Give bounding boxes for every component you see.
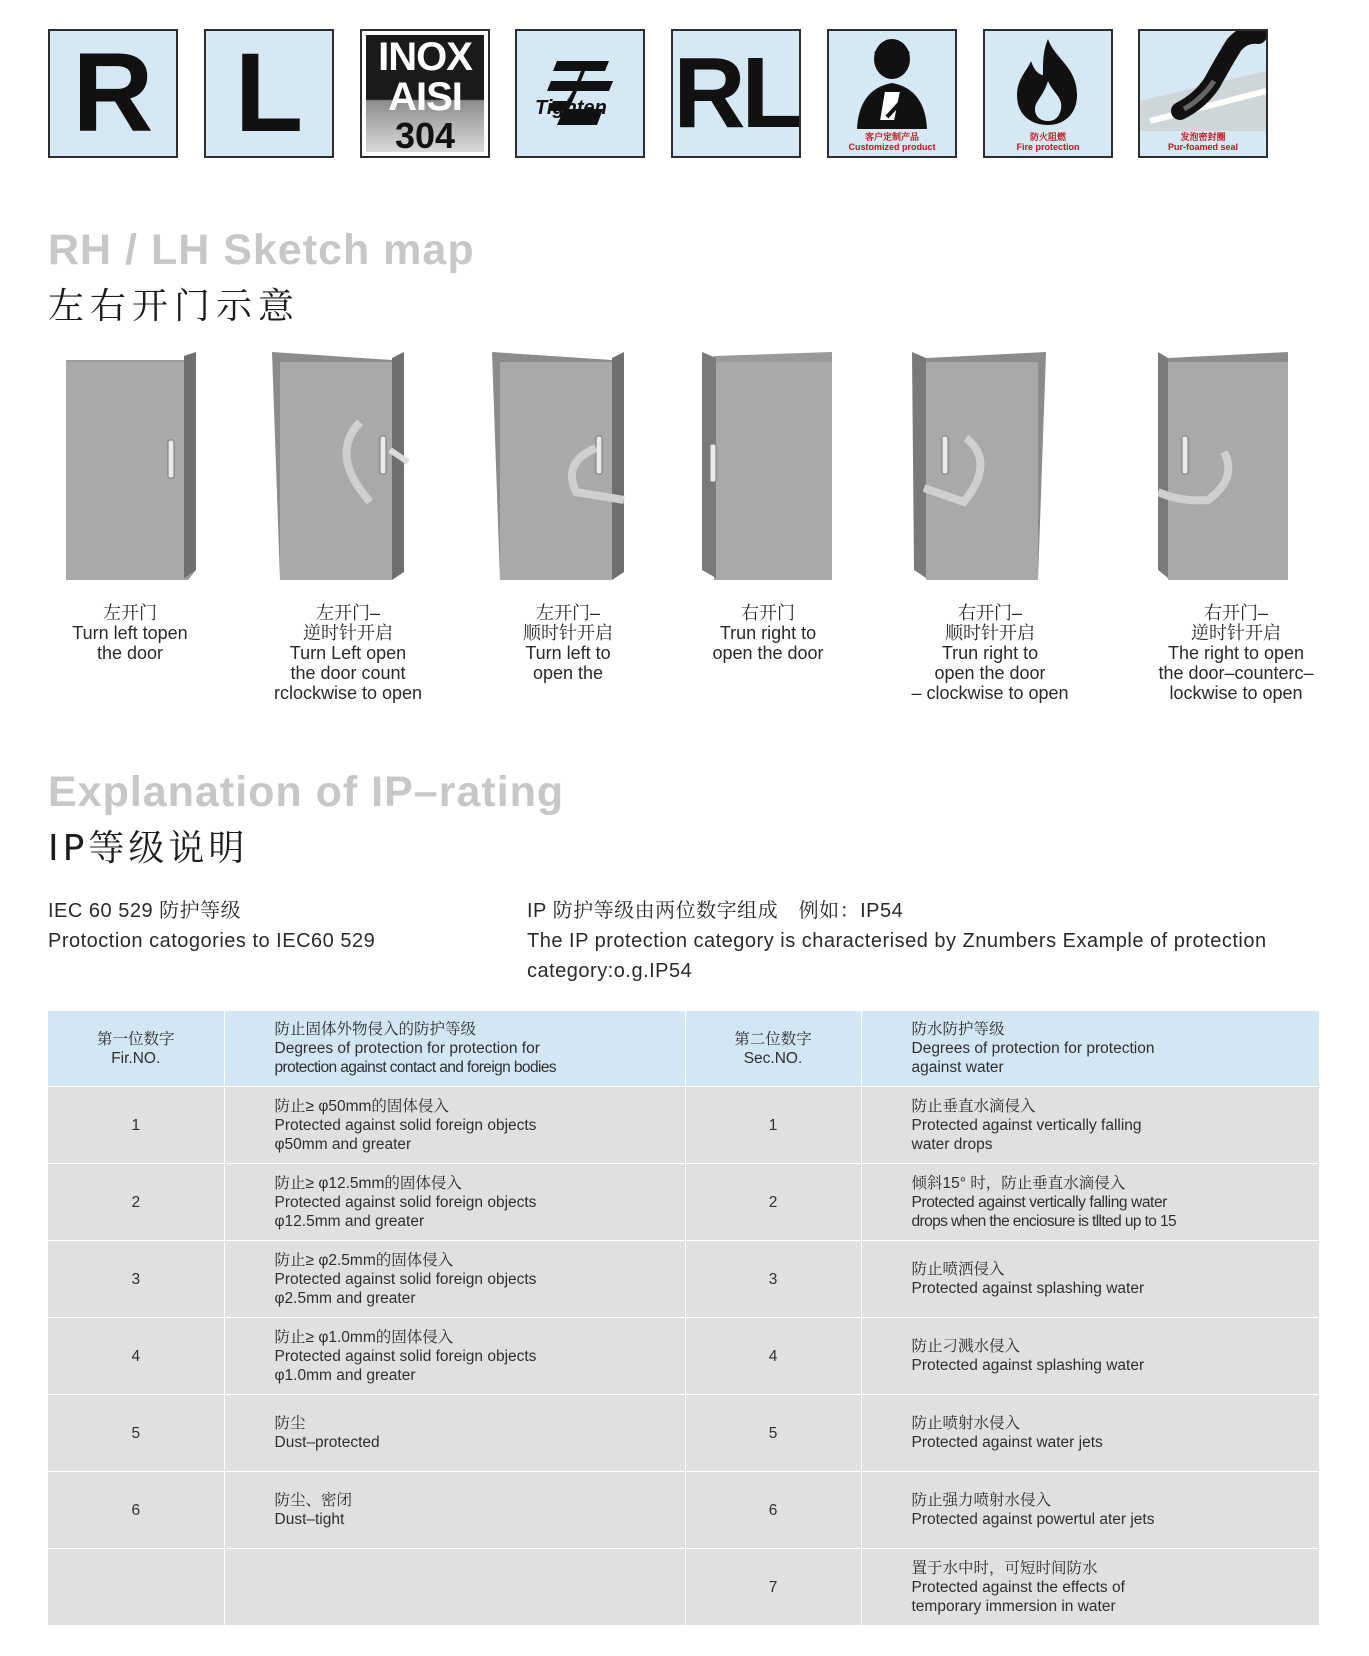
header-text: 第一位数字 bbox=[96, 1030, 175, 1048]
cabinet-right-open-counterclockwise bbox=[1158, 352, 1338, 584]
cell-line: 防止≥ φ50mm的固体侵入 bbox=[274, 1097, 449, 1115]
cell-line: Protected against solid foreign objects bbox=[274, 1116, 537, 1134]
cell-line: Protected against powertul ater jets bbox=[911, 1511, 1155, 1528]
ip-rating-title-cn: IP等级说明 bbox=[48, 828, 249, 869]
cabinet-right-open-clockwise bbox=[912, 352, 1092, 584]
solid-protection-cell bbox=[224, 1395, 685, 1472]
caption-line: 逆时针开启 bbox=[1191, 623, 1281, 643]
caption-line: the door–counterc– bbox=[1158, 663, 1314, 683]
water-protection-cell bbox=[861, 1395, 1319, 1472]
caption-line: Trun right to bbox=[719, 623, 817, 643]
table-row bbox=[48, 1164, 1319, 1241]
cell-line: 防止刁溅水侵入 bbox=[911, 1338, 1021, 1355]
cell-line: Protected against solid foreign objects bbox=[274, 1193, 537, 1211]
cabinet-drawing-icon bbox=[1158, 352, 1338, 584]
cell-line: Protected against solid foreign objects bbox=[274, 1347, 537, 1365]
cabinet-caption bbox=[870, 603, 1110, 703]
engineer-person-icon bbox=[829, 31, 955, 131]
cabinet-caption bbox=[648, 603, 888, 663]
caption-line: Trun right to bbox=[941, 643, 1039, 663]
header-first-digit bbox=[48, 1011, 224, 1087]
rl-badge-icon bbox=[671, 29, 801, 158]
second-digit-cell: 2 bbox=[685, 1164, 861, 1241]
caption-line: 左开门 bbox=[103, 603, 157, 623]
header-text: protection against contact and foreign bodies bbox=[274, 1059, 556, 1076]
cabinet-drawing-icon bbox=[912, 352, 1092, 584]
caption-line: 顺时针开启 bbox=[523, 623, 613, 643]
cell-line: 防止≥ φ1.0mm的固体侵入 bbox=[274, 1328, 454, 1346]
seal-caption-en: Pur-foamed seal bbox=[1167, 142, 1239, 152]
sketch-map-title-cn: 左右开门示意 bbox=[48, 286, 301, 327]
ip-explain-line-en: The IP protection category is characterised by Znumbers Example of protection bbox=[527, 930, 1267, 952]
water-protection-cell bbox=[861, 1472, 1319, 1549]
tighten-text: Tighten bbox=[535, 97, 607, 119]
second-digit-cell: 1 bbox=[685, 1087, 861, 1164]
table-row bbox=[48, 1549, 1319, 1626]
cell-line: 倾斜15° 时，防止垂直水滴侵入 bbox=[911, 1174, 1126, 1192]
l-badge-icon bbox=[204, 29, 334, 158]
cell-line: Protected against the effects of bbox=[911, 1578, 1125, 1596]
inox-aisi-304-badge-icon bbox=[360, 29, 490, 158]
cell-line: 防止≥ φ2.5mm的固体侵入 bbox=[274, 1251, 454, 1269]
cell-line: 置于水中时，可短时间防水 bbox=[911, 1559, 1098, 1577]
cell-line: φ1.0mm and greater bbox=[274, 1366, 416, 1384]
caption-line: 左开门– bbox=[315, 603, 380, 623]
second-digit-cell: 7 bbox=[685, 1549, 861, 1626]
header-text: against water bbox=[911, 1059, 1004, 1076]
cell-line: temporary immersion in water bbox=[911, 1597, 1116, 1615]
cell-line: Protected against solid foreign objects bbox=[274, 1270, 537, 1288]
cell-line: 防尘 bbox=[274, 1415, 306, 1432]
caption-line: 逆时针开启 bbox=[303, 623, 393, 643]
caption-line: Turn left to bbox=[525, 643, 611, 663]
customized-product-icon bbox=[827, 29, 957, 158]
first-digit-cell: 6 bbox=[48, 1472, 224, 1549]
cell-line: 防止喷洒侵入 bbox=[911, 1261, 1005, 1278]
water-protection-cell bbox=[861, 1318, 1319, 1395]
cell-line: 防止强力喷射水侵入 bbox=[911, 1492, 1052, 1509]
ip-explain-line-example: category:o.g.IP54 bbox=[527, 960, 693, 982]
tighten-glyph-icon bbox=[517, 31, 643, 156]
iec-standard-note bbox=[48, 896, 375, 956]
inox-text: INOX bbox=[378, 35, 472, 79]
fire-caption-en: Fire protection bbox=[1016, 142, 1080, 152]
second-digit-cell: 5 bbox=[685, 1395, 861, 1472]
cell-line: φ12.5mm and greater bbox=[274, 1212, 425, 1230]
first-digit-cell: 1 bbox=[48, 1087, 224, 1164]
seal-profile-icon bbox=[1140, 31, 1266, 131]
header-text: 第二位数字 bbox=[734, 1030, 812, 1048]
first-digit-cell: 3 bbox=[48, 1241, 224, 1318]
table-row bbox=[48, 1087, 1319, 1164]
cabinet-left-open bbox=[60, 352, 240, 584]
cabinet-caption bbox=[10, 603, 250, 663]
header-water-protection bbox=[861, 1011, 1319, 1087]
cabinet-drawing-icon bbox=[702, 352, 882, 584]
seal-caption-cn: 发泡密封圈 bbox=[1180, 132, 1226, 142]
cell-line: water drops bbox=[911, 1135, 993, 1153]
feature-icon-row bbox=[48, 29, 1334, 162]
water-protection-cell bbox=[861, 1087, 1319, 1164]
cell-line: Protected against water jets bbox=[911, 1434, 1103, 1451]
cell-line: Protected against vertically falling bbox=[911, 1116, 1142, 1134]
water-protection-cell bbox=[861, 1549, 1319, 1626]
cabinet-caption bbox=[1116, 603, 1356, 703]
caption-line: lockwise to open bbox=[1169, 683, 1303, 703]
cell-line: Protected against splashing water bbox=[911, 1280, 1145, 1297]
cabinet-drawing-icon bbox=[492, 352, 672, 584]
iec-line-cn: IEC 60 529 防护等级 bbox=[48, 900, 242, 922]
cell-line: Protected against splashing water bbox=[911, 1357, 1145, 1374]
solid-protection-cell bbox=[224, 1318, 685, 1395]
cell-line: Dust–tight bbox=[274, 1511, 345, 1528]
fire-caption-cn: 防火阻燃 bbox=[1029, 132, 1066, 142]
water-protection-cell bbox=[861, 1241, 1319, 1318]
cabinet-caption bbox=[228, 603, 468, 703]
ip-explain-line-cn: IP 防护等级由两位数字组成 例如：IP54 bbox=[527, 900, 904, 922]
cell-line: drops when the enciosure is tllted up to 15 bbox=[911, 1212, 1177, 1230]
solid-protection-cell bbox=[224, 1472, 685, 1549]
caption-line: the door count bbox=[290, 663, 406, 683]
iec-line-en: Protoction catogories to IEC60 529 bbox=[48, 930, 376, 952]
water-protection-cell bbox=[861, 1164, 1319, 1241]
tighten-badge-icon bbox=[515, 29, 645, 158]
cabinet-left-open-clockwise bbox=[492, 352, 672, 584]
ip-rating-title-en: Explanation of IP–rating bbox=[48, 768, 565, 816]
l-badge-text: L bbox=[234, 30, 304, 155]
caption-line: Turn left topen bbox=[72, 623, 188, 643]
caption-line: 右开门– bbox=[957, 603, 1022, 623]
first-digit-cell: 5 bbox=[48, 1395, 224, 1472]
solid-protection-cell bbox=[224, 1164, 685, 1241]
cell-line: Dust–protected bbox=[274, 1434, 380, 1451]
header-solid-protection bbox=[224, 1011, 685, 1087]
customized-caption-en: Customized product bbox=[848, 142, 936, 152]
caption-line: rclockwise to open bbox=[273, 683, 423, 703]
caption-line: The right to open bbox=[1167, 643, 1305, 663]
caption-line: open the bbox=[532, 663, 604, 683]
header-text: Degrees of protection for protection for bbox=[274, 1040, 540, 1057]
table-row bbox=[48, 1241, 1319, 1318]
header-second-digit bbox=[685, 1011, 861, 1087]
table-row bbox=[48, 1472, 1319, 1549]
first-digit-cell: 4 bbox=[48, 1318, 224, 1395]
cell-line: φ2.5mm and greater bbox=[274, 1289, 416, 1307]
solid-protection-cell bbox=[224, 1087, 685, 1164]
r-badge-icon bbox=[48, 29, 178, 158]
caption-line: – clockwise to open bbox=[911, 683, 1069, 703]
second-digit-cell: 6 bbox=[685, 1472, 861, 1549]
cell-line: 防止≥ φ12.5mm的固体侵入 bbox=[274, 1174, 462, 1192]
header-text: Sec.NO. bbox=[743, 1049, 803, 1067]
customized-caption-cn: 客户定制产品 bbox=[864, 132, 919, 142]
cabinet-right-open bbox=[702, 352, 882, 584]
sketch-map-title-en: RH / LH Sketch map bbox=[48, 226, 475, 274]
cell-line: φ50mm and greater bbox=[274, 1135, 412, 1153]
cell-line: 防尘、密闭 bbox=[274, 1492, 353, 1509]
cabinet-left-open-counterclockwise bbox=[272, 352, 452, 584]
caption-line: the door bbox=[96, 643, 164, 663]
caption-line: 右开门 bbox=[741, 603, 795, 623]
header-text: Fir.NO. bbox=[111, 1049, 161, 1067]
table-row bbox=[48, 1318, 1319, 1395]
cabinet-drawing-icon bbox=[60, 352, 240, 584]
cell-line: 防止垂直水滴侵入 bbox=[911, 1097, 1036, 1115]
grade-304-text: 304 bbox=[394, 115, 456, 156]
ip-code-explanation bbox=[527, 896, 1267, 986]
caption-line: 右开门– bbox=[1203, 603, 1268, 623]
first-digit-cell: 2 bbox=[48, 1164, 224, 1241]
solid-protection-cell bbox=[224, 1549, 685, 1626]
caption-line: 顺时针开启 bbox=[945, 623, 1035, 643]
rl-badge-text: RL bbox=[673, 37, 799, 149]
cell-line: 防止喷射水侵入 bbox=[911, 1415, 1021, 1432]
fire-protection-icon bbox=[983, 29, 1113, 158]
r-badge-text: R bbox=[72, 30, 154, 155]
table-header-row bbox=[48, 1011, 1319, 1087]
second-digit-cell: 3 bbox=[685, 1241, 861, 1318]
caption-line: Turn Left open bbox=[289, 643, 407, 663]
cabinet-drawing-icon bbox=[272, 352, 452, 584]
flame-icon bbox=[985, 31, 1111, 131]
caption-line: 左开门– bbox=[535, 603, 600, 623]
cell-line: Protected against vertically falling water bbox=[911, 1193, 1167, 1211]
ip-rating-table bbox=[48, 1011, 1320, 1626]
caption-line: open the door bbox=[712, 643, 824, 663]
aisi-text: AISI bbox=[388, 75, 462, 119]
header-text: 防水防护等级 bbox=[911, 1021, 1005, 1038]
pur-foamed-seal-icon bbox=[1138, 29, 1268, 158]
first-digit-cell bbox=[48, 1549, 224, 1626]
caption-line: open the door bbox=[934, 663, 1046, 683]
header-text: Degrees of protection for protection bbox=[911, 1040, 1155, 1057]
solid-protection-cell bbox=[224, 1241, 685, 1318]
second-digit-cell: 4 bbox=[685, 1318, 861, 1395]
table-row bbox=[48, 1395, 1319, 1472]
header-text: 防止固体外物侵入的防护等级 bbox=[274, 1021, 477, 1038]
